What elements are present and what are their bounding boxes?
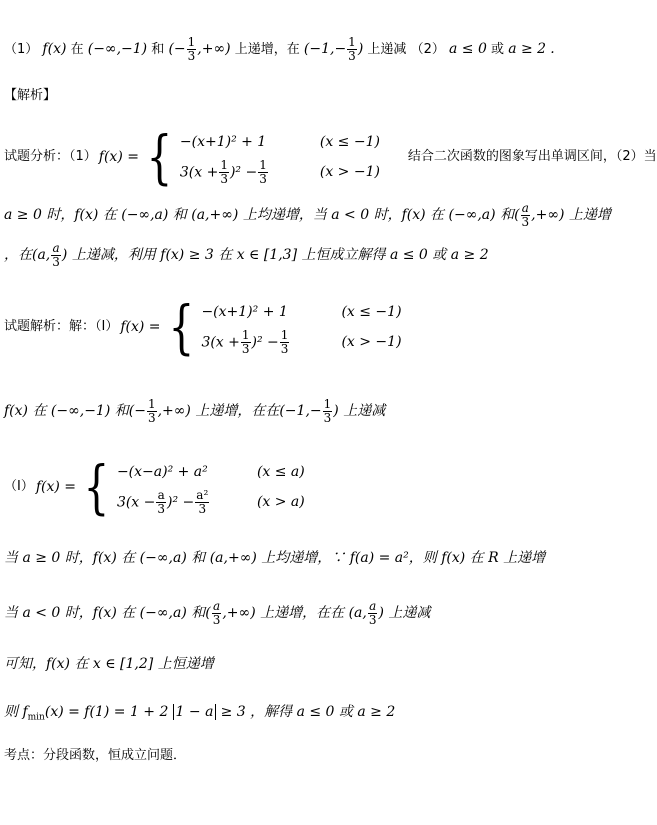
line-c-text: 可知，f(x) 在 x ∈ [1,2] 上恒递增 (4, 656, 214, 672)
frac-num: 1 (348, 35, 356, 49)
interval-3-pre: (−1,− (303, 41, 347, 57)
frac-den-3: 3 (368, 613, 377, 627)
solution-label: 试题解析：解：（Ⅰ） (4, 319, 119, 334)
frac-a-3 (212, 600, 222, 627)
analysis-line-3-pre: ，在(a, (4, 247, 51, 263)
case-2-cond: (x > −1) (319, 164, 380, 180)
line-b-pre: 当 a < 0 时，f(x) 在 (−∞,a) 和( (4, 605, 211, 621)
word-or: 或 (491, 42, 505, 57)
frac-den-3: 3 (52, 255, 60, 269)
word-he: 和 (151, 42, 165, 57)
mono-mid: ,+∞) 上递增，在在(−1,− (157, 403, 322, 419)
frac-a2-3 (195, 489, 209, 516)
problem-analysis-line (4, 122, 657, 192)
answer-line (4, 36, 555, 63)
interval-2-post: ,+∞) (197, 41, 231, 57)
part-two-line-b (4, 600, 430, 627)
frac-a-3 (521, 202, 531, 229)
mono-pre: f(x) 在 (−∞,−1) 和(− (4, 403, 146, 419)
case-1-expr: −(x+1)² + 1 (201, 304, 288, 320)
left-brace: { (168, 293, 194, 361)
case-2-pre: 3(x + (179, 164, 219, 180)
part2-label: （2） (410, 42, 445, 57)
case-2-post: )² − (251, 334, 279, 350)
line-b-post: ) 上递减 (378, 605, 431, 621)
case-2-expr (180, 159, 320, 186)
case-2-pre: 3(x + (201, 334, 240, 350)
part-two-line-c (4, 656, 214, 673)
decreasing-text: 上递减 (367, 42, 407, 57)
case-1-cond: (x ≤ a) (256, 464, 305, 480)
mono-post: ) 上递减 (333, 403, 386, 419)
analysis-line-2-end: ,+∞) 上递增 (531, 207, 611, 223)
frac-1-3-b: $\frac{1}{3}$ (280, 327, 289, 356)
frac-1-3: $\frac{1}{3}$ (241, 327, 250, 356)
part-two-line-a (4, 550, 545, 567)
analysis-line-2 (4, 202, 611, 229)
case-2-expr (117, 489, 257, 516)
interval-2-pre: (− (168, 41, 186, 57)
period: . (550, 41, 555, 57)
piecewise-cases (117, 457, 337, 517)
frac-den-3: 3 (521, 215, 530, 229)
analysis-line-3 (4, 242, 489, 269)
line-a-text: 当 a ≥ 0 时，f(x) 在 (−∞,a) 和 (a,+∞) 上均递增，∵ f(a) = a²，则 f(x) 在 R 上递增 (4, 550, 546, 566)
frac-1-3-b: $\frac{1}{3}$ (259, 157, 267, 186)
solution-line (4, 292, 421, 362)
case-2 (201, 327, 421, 357)
case-1 (180, 127, 400, 157)
frac-1-3: $\frac{1}{3}$ (147, 397, 156, 425)
line-d-sub: min (27, 712, 45, 723)
frac-num-a: a (521, 201, 529, 215)
frac-num: 1 (187, 35, 196, 49)
piecewise-cases (180, 127, 400, 187)
increasing-text: 上递增，在 (234, 42, 300, 57)
frac-num-a: a (369, 599, 377, 613)
word-zai: 在 (70, 42, 84, 57)
case-1 (117, 457, 337, 487)
case-2-pre: 3(x − (116, 494, 156, 510)
part1-label: （1） (4, 42, 39, 57)
case-1-cond: (x ≤ −1) (319, 134, 380, 150)
case-2-cond: (x > −1) (341, 334, 402, 350)
case-1-expr: −(x+1)² + 1 (179, 134, 267, 150)
line-d-pre: 则 f (4, 704, 28, 720)
monotonic-line (4, 398, 385, 425)
analysis-label: 试题分析：（1） (4, 149, 97, 164)
left-brace: { (83, 453, 110, 521)
f-equals: f(x) = (98, 149, 139, 165)
interval-1: (−∞,−1) (87, 41, 148, 57)
f-equals: f(x) = (35, 479, 77, 495)
key-point: 考点：分段函数，恒成立问题． (4, 748, 187, 763)
case-2 (180, 157, 400, 187)
frac-num-a: a (212, 599, 221, 613)
frac-den-3: 3 (198, 501, 207, 516)
fraction-one-third-b (347, 36, 357, 63)
interval-3-post: ) (357, 41, 364, 57)
frac-den-3: 3 (212, 613, 221, 627)
f-equals: f(x) = (120, 319, 161, 335)
part-two-line (4, 452, 337, 522)
case-2-post: )² − (229, 164, 258, 180)
case-2-mid: )² − (167, 494, 195, 510)
frac-den: 3 (348, 49, 356, 63)
frac-num-a: a (52, 241, 60, 255)
frac-a-3-c (51, 242, 61, 269)
case-1 (201, 297, 421, 327)
analysis-text-after: 结合二次函数的图象写出单调区间，（2）当 (407, 149, 657, 164)
left-brace: { (146, 123, 173, 191)
analysis-header: 【解析】 (4, 88, 57, 103)
frac-1-3: $\frac{1}{3}$ (220, 157, 228, 186)
case-1-cond: (x ≤ −1) (341, 304, 402, 320)
absolute-value: 1 − a (173, 704, 217, 720)
frac-a-3-b (368, 600, 378, 627)
analysis-line-3-post: ) 上递减，利用 f(x) ≥ 3 在 x ∈ [1,3] 上恒成立解得 a ≤ 0 或 a ≥ 2 (61, 247, 489, 263)
frac-num-a2: a² (196, 487, 209, 502)
case-2-cond: (x > a) (256, 494, 305, 510)
line-b-mid: ,+∞) 上递增，在在 (a, (222, 605, 367, 621)
piecewise-cases (201, 297, 421, 357)
fraction-one-third (187, 36, 197, 63)
frac-1-3-b: $\frac{1}{3}$ (323, 397, 332, 425)
condition-2: a ≥ 2 (508, 41, 547, 57)
frac-den-3: 3 (157, 501, 166, 516)
case-1-expr: −(x−a)² + a² (116, 464, 208, 480)
line-d-mid: (x) = f(1) = 1 + 2 (44, 704, 169, 720)
function-f: f(x) (42, 41, 67, 57)
condition-1: a ≤ 0 (449, 41, 487, 57)
frac-num-a: a (157, 487, 165, 502)
case-2-expr (201, 329, 341, 356)
part-two-line-d (4, 704, 395, 726)
part-two-label: （Ⅰ） (4, 479, 34, 494)
line-d-post: ≥ 3 ，解得 a ≤ 0 或 a ≥ 2 (220, 704, 396, 720)
analysis-line-2-text: a ≥ 0 时，f(x) 在 (−∞,a) 和 (a,+∞) 上均递增，当 a < 0 时，f(x) 在 (−∞,a) 和( (4, 207, 520, 223)
case-2 (117, 487, 337, 517)
frac-den: 3 (187, 49, 196, 63)
frac-a-3 (156, 489, 166, 516)
